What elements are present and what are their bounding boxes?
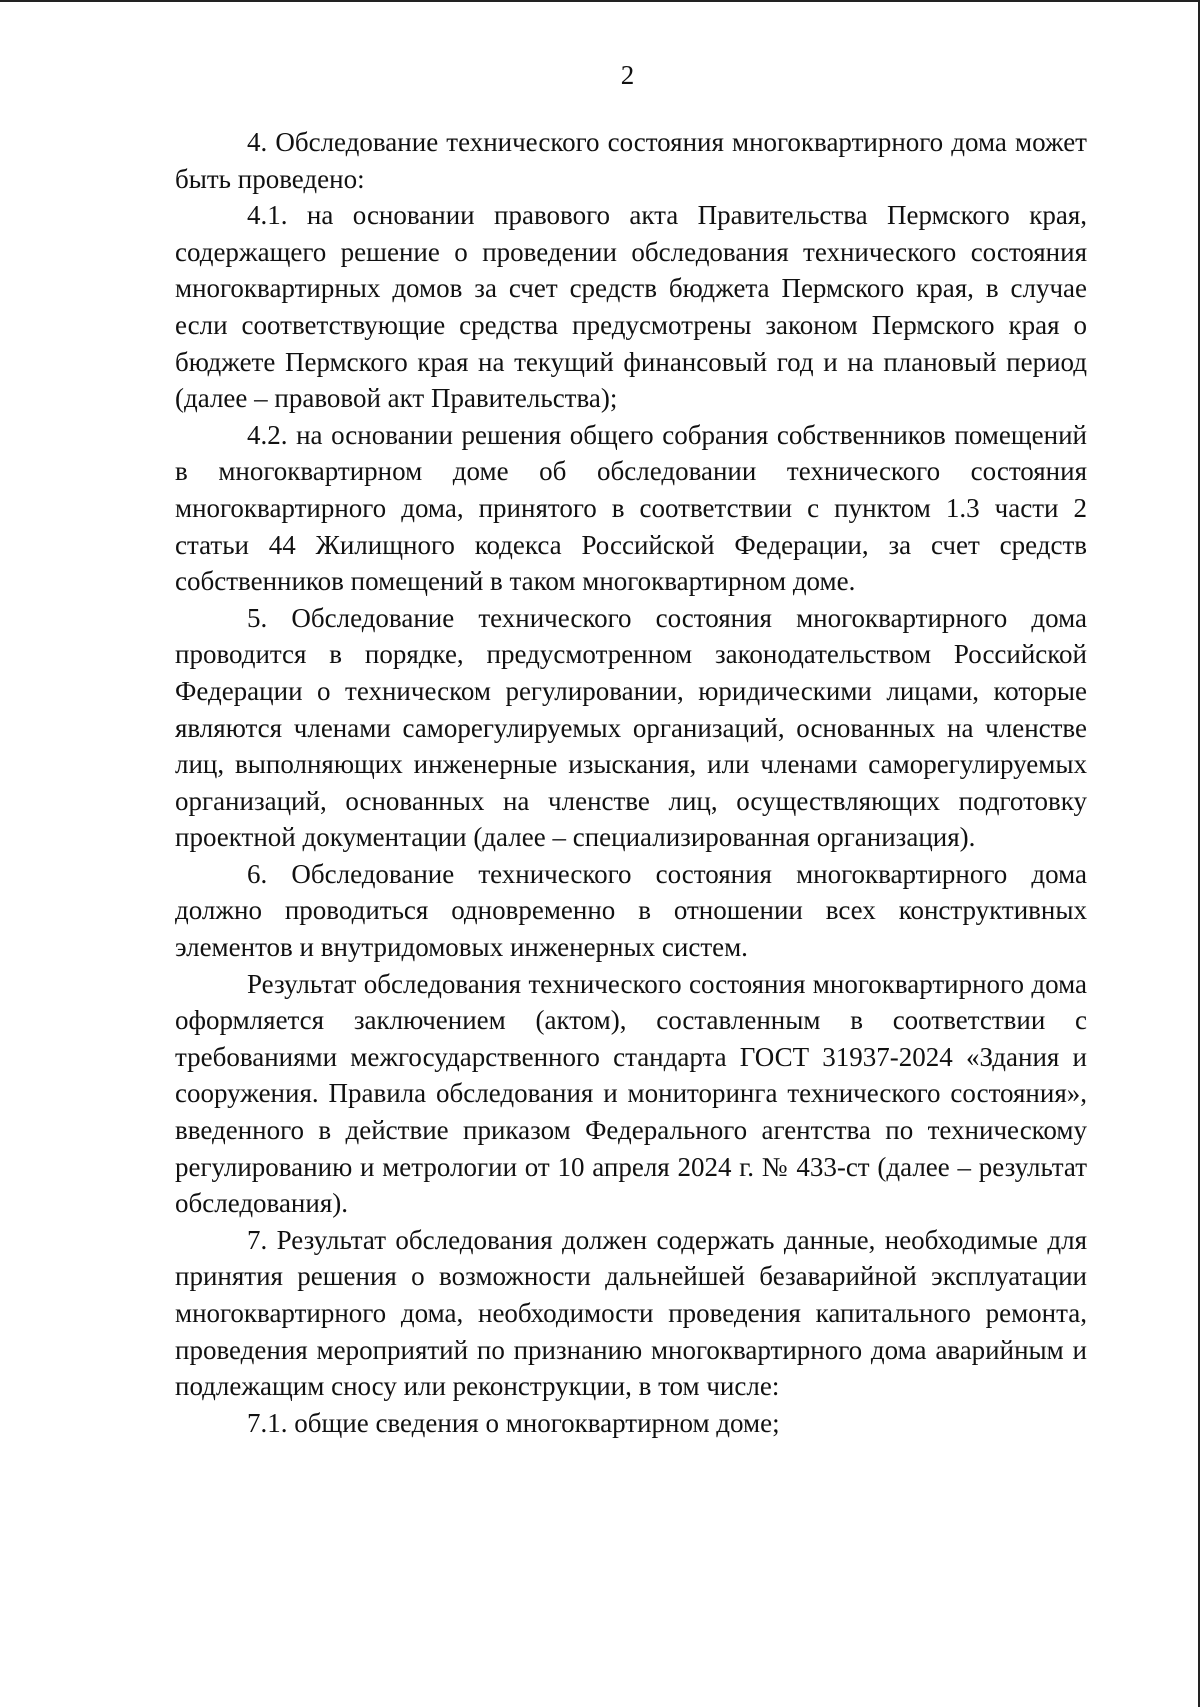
page-number: 2 <box>620 60 635 90</box>
paragraph-7: 7. Результат обследования должен содержать данные, необходимые для принятия решения о возможности дальнейшей безаварийной эксплуатации многоквартирного дома, необходимости проведения капитального ремонта, проведения мероприятий по признанию многоквартирного дома аварийным и подлежащим сносу или реконструкции, в том числе: <box>175 1224 1087 1402</box>
paragraph-7-1: 7.1. общие сведения о многоквартирном доме; <box>247 1407 780 1438</box>
paragraph-4: 4. Обследование технического состояния многоквартирного дома может быть проведено: <box>175 127 1087 194</box>
paragraph-6-result: Результат обследования технического состояния многоквартирного дома оформляется заключением (актом), составленным в соответствии с требованиями межгосударственного стандарта ГОСТ 31937-2024 «Здания и сооружения. Правила обследования и мониторинга технического состояния», введенного в действие приказом Федерального агентства по техническому регулированию и метрологии от 10 апреля 2024 г. № 433-ст (далее – результат обследования). <box>175 968 1087 1219</box>
paragraph-6: 6. Обследование технического состояния многоквартирного дома должно проводиться одновременно в отношении всех конструктивных элементов и внутридомовых инженерных систем. <box>175 858 1087 963</box>
paragraph-4-2: 4.2. на основании решения общего собрания собственников помещений в многоквартирном доме об обследовании технического состояния многоквартирного дома, принятого в соответствии с пунктом 1.3 части 2 статьи 44 Жилищного кодекса Российской Федерации, за счет средств собственников помещений в таком многоквартирном доме. <box>175 419 1087 597</box>
paragraph-4-1: 4.1. на основании правового акта Правительства Пермского края, содержащего решение о проведении обследования технического состояния многоквартирных домов за счет средств бюджета Пермского края, в случае если соответствующие средства предусмотрены законом Пермского края о бюджете Пермского края на текущий финансовый год и на плановый период (далее – правовой акт Правительства); <box>175 200 1087 414</box>
paragraph-5: 5. Обследование технического состояния многоквартирного дома проводится в порядке, предусмотренном законодательством Российской Федерации о техническом регулировании, юридическими лицами, которые являются членами саморегулируемых организаций, основанных на членстве лиц, выполняющих инженерные изыскания, или членами саморегулируемых организаций, основанных на членстве лиц, осуществляющих подготовку проектной документации (далее – специализированная организация). <box>175 602 1087 853</box>
document-body <box>175 124 1087 1441</box>
